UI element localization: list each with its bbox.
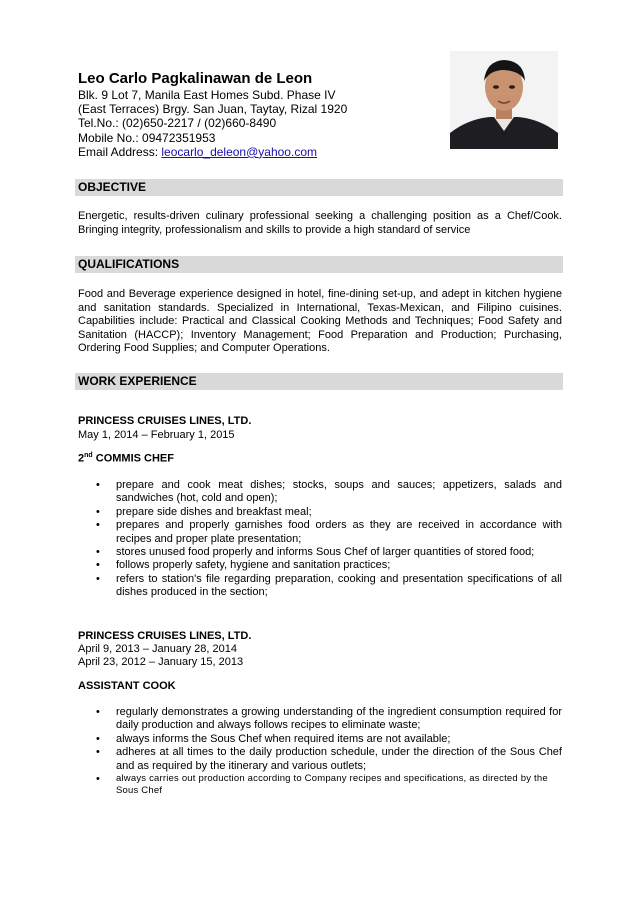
qualifications-text: Food and Beverage experience designed in hotel, fine-dining set-up, and adept in kitchen hygiene and sanitation standards. Specialized in International, Texas-Mexican, and Filipino cuisines. Capabilities include: Practical and Classical Cooking Methods and Techniques; Food Safety and Sanitation (HACCP); Inventory Management; Food Preparation and Production; Purchasing, Ordering Food Supplies; and Computer Operations.: [78, 288, 562, 355]
profile-photo-image: [450, 51, 558, 149]
list-item: • stores unused food properly and informs Sous Chef of larger quantities of stored food;: [78, 546, 562, 559]
mobile-number: Mobile No.: 09472351953: [78, 130, 216, 145]
email-label: Email Address:: [78, 144, 162, 159]
list-item: • prepares and properly garnishes food orders as they are received in accordance with recipes and proper plate presentation;: [78, 519, 562, 546]
job-1-employer: PRINCESS CRUISES LINES, LTD.: [78, 415, 252, 427]
list-item: • refers to station's file regarding preparation, cooking and presentation specifications of all dishes produced in the section;: [78, 573, 562, 600]
list-item: • always informs the Sous Chef when required items are not available;: [78, 733, 562, 746]
list-item: • adheres at all times to the daily production schedule, under the direction of the Sous Chef and as required by the itinerary and various outlets;: [78, 746, 562, 773]
job-2-dates-2: April 23, 2012 – January 15, 2013: [78, 656, 244, 668]
job-2-dates-1: April 9, 2013 – January 28, 2014: [78, 643, 238, 655]
telephone: Tel.No.: (02)650-2217 / (02)660-8490: [78, 116, 277, 131]
objective-text: Energetic, results-driven culinary professional seeking a challenging position as a Chef/Cook. Bringing integrity, professionalism and skills to provide a high standard of service: [78, 210, 562, 236]
section-heading-objective: OBJECTIVE: [75, 179, 563, 196]
list-item: • regularly demonstrates a growing understanding of the ingredient consumption required for daily production and always follows recipes to eliminate waste;: [78, 706, 562, 733]
job-2-role: ASSISTANT COOK: [78, 680, 176, 692]
job-1-duties-list: [78, 479, 562, 600]
job-1-role-ordinal: nd: [84, 452, 93, 459]
section-heading-qualifications: QUALIFICATIONS: [75, 256, 563, 273]
address-line-2: (East Terraces) Brgy. San Juan, Taytay, Rizal 1920: [78, 102, 348, 117]
job-1-role-title: COMMIS CHEF: [92, 452, 174, 465]
section-heading-work-experience: WORK EXPERIENCE: [75, 373, 563, 390]
list-item: • prepare side dishes and breakfast meal;: [78, 506, 562, 519]
applicant-name: Leo Carlo Pagkalinawan de Leon: [78, 70, 313, 87]
list-item: • follows properly safety, hygiene and sanitation practices;: [78, 559, 562, 572]
contact-block: [78, 88, 347, 159]
email-line: [78, 145, 347, 159]
job-1-role-number: 2: [78, 452, 85, 465]
profile-photo: [450, 51, 558, 149]
job-2-duties-list: [78, 706, 562, 797]
list-item: • always carries out production according to Company recipes and specifications, as directed by the Sous Chef: [78, 773, 562, 797]
address-line-1: Blk. 9 Lot 7, Manila East Homes Subd. Phase IV: [78, 88, 336, 102]
list-item: • prepare and cook meat dishes; stocks, soups and sauces; appetizers, salads and sandwiches (hot, cold and open);: [78, 479, 562, 506]
job-1-role: [78, 452, 174, 465]
email-link[interactable]: leocarlo_deleon@yahoo.com: [161, 144, 317, 159]
job-1-dates: May 1, 2014 – February 1, 2015: [78, 429, 235, 441]
job-2-employer: PRINCESS CRUISES LINES, LTD.: [78, 630, 252, 642]
